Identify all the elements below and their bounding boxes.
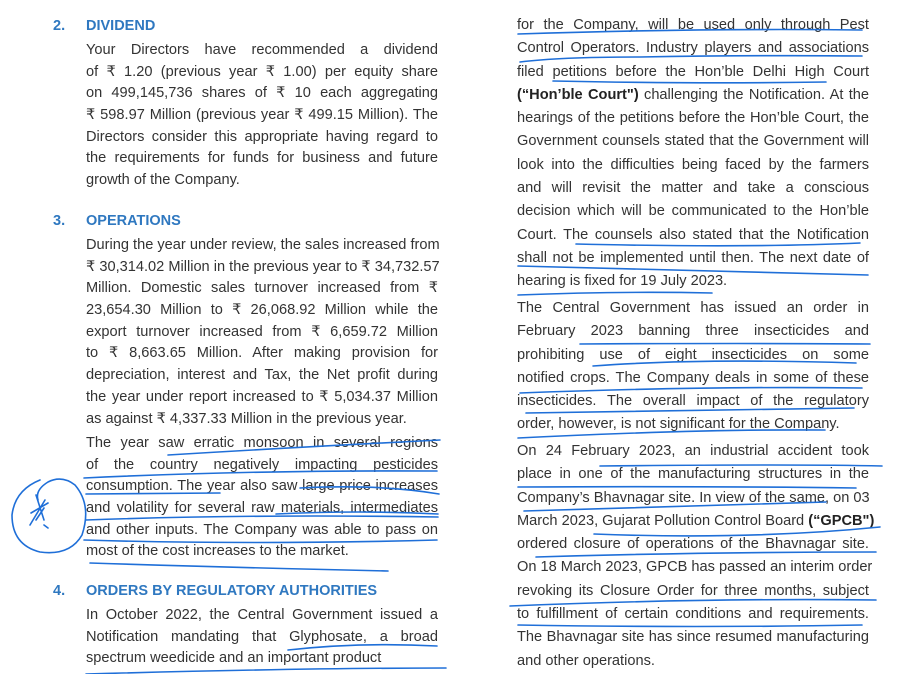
section-title: DIVIDEND — [86, 18, 156, 34]
text-line: revoking its Closure Order for three months, subject — [517, 582, 869, 599]
text-line: February 2023 banning three insecticides and — [517, 323, 869, 340]
text-line: notified crops. The Company deals in some of these — [517, 369, 869, 386]
text-line: Court. The counsels also stated that the Notification — [517, 226, 869, 243]
text-line: consumption. The year also saw large price increases — [86, 478, 438, 495]
circled-asterisk-mark-icon — [12, 479, 86, 553]
text-line: spectrum weedicide and an important product — [86, 650, 382, 667]
text-line — [517, 510, 875, 533]
text-line: During the year under review, the sales increased from — [86, 237, 440, 253]
paragraph — [86, 433, 438, 563]
section-title: ORDERS BY REGULATORY AUTHORITIES — [86, 583, 378, 599]
paragraph — [517, 297, 869, 437]
text-line: Company’s Bhavnagar site. In view of the same, on 03 — [517, 489, 870, 506]
text-line: insecticides. The overall impact of the regulatory — [517, 393, 869, 410]
text-line: filed petitions before the Hon’ble Delhi High Court — [517, 63, 869, 80]
text-line: Your Directors have recommended a dividend — [86, 42, 438, 58]
text-line: depreciation, interest and Tax, the Net profit during — [86, 367, 438, 384]
text-line: 23,654.30 Million to ₹ 26,068.92 Million while the — [86, 302, 438, 319]
section-number: 2. — [53, 18, 66, 34]
text-line: order, however, is not significant for the Company. — [517, 416, 840, 433]
paragraph — [86, 605, 438, 670]
text-line: hearing is fixed for 19 July 2023. — [517, 273, 728, 290]
text-line: hearings of the petitions before the Hon’ble Court, the — [517, 110, 869, 127]
text-line: On 24 February 2023, an industrial accident took — [517, 443, 869, 459]
text-line: The year saw erratic monsoon in several regions — [86, 435, 438, 451]
text-line: The Bhavnagar site has since resumed manufacturing — [517, 629, 869, 646]
text-line: decision which will be communicated to the Hon’ble — [517, 203, 869, 220]
text-line: for the Company, will be used only through Pest — [517, 17, 869, 33]
text-segment: challenging the Notification. At the — [638, 86, 869, 103]
paragraph — [86, 235, 438, 430]
text-line: and will revisit the matter and take a conscious — [517, 180, 869, 197]
text-line: and volatility for several raw materials, intermediates — [86, 500, 438, 517]
text-line: Million. Domestic sales turnover increased from ₹ — [86, 280, 438, 297]
text-line: to ₹ 8,663.65 Million. After making provision for — [86, 345, 438, 362]
text-line: on 499,145,736 shares of ₹ 10 each aggregating — [86, 85, 438, 102]
text-segment: March 2023, Gujarat Pollution Control Board — [517, 512, 809, 529]
text-line: and other inputs. The Company was able to pass on — [86, 521, 438, 538]
paragraph — [86, 40, 438, 192]
text-line: of the country negatively impacting pesticides — [86, 456, 438, 473]
text-line: to fulfillment of certain conditions and requirements. — [517, 606, 869, 623]
section-number: 4. — [53, 583, 66, 599]
bold-text: (“Hon’ble Court") — [517, 86, 639, 103]
text-line: ordered closure of operations of the Bhavnagar site. — [517, 536, 869, 553]
text-line: the requirements for funds for business and future — [86, 150, 438, 167]
section-number: 3. — [53, 213, 66, 229]
text-line: export turnover increased from ₹ 6,659.72 Million — [86, 323, 438, 340]
text-line: prohibiting use of eight insecticides on some — [517, 346, 869, 363]
text-line: shall not be implemented until then. The next date of — [517, 249, 869, 266]
text-line: Control Operators. Industry players and associations — [517, 40, 869, 57]
text-line: the year under report increased to ₹ 5,034.37 Million — [86, 388, 438, 405]
bold-text: (“GPCB") — [808, 512, 875, 529]
text-line: place in one of the manufacturing structures in the — [517, 466, 869, 483]
text-line: The Central Government has issued an order in — [517, 300, 869, 316]
text-line: of ₹ 1.20 (previous year ₹ 1.00) per equity share — [86, 63, 438, 80]
text-line: growth of the Company. — [86, 172, 240, 189]
paragraph — [517, 14, 869, 294]
text-line: as against ₹ 4,337.33 Million in the previous year. — [86, 410, 407, 427]
text-line: ₹ 598.97 Million (previous year ₹ 499.15 Million). The — [86, 107, 438, 124]
text-line: look into the difficulties being faced by the farmers — [517, 156, 869, 173]
text-line: In October 2022, the Central Government issued a — [86, 607, 438, 623]
text-line: most of the cost increases to the market. — [86, 543, 349, 560]
text-line: Government counsels stated that the Government will — [517, 133, 869, 150]
paragraph — [517, 440, 875, 673]
text-line: On 18 March 2023, GPCB has passed an interim order — [517, 559, 873, 576]
text-line — [517, 84, 869, 107]
text-line: Notification mandating that Glyphosate, a broad — [86, 628, 438, 645]
text-line: ₹ 30,314.02 Million in the previous year to ₹ 34,732.57 — [86, 258, 440, 275]
text-line: and other operations. — [517, 652, 655, 669]
text-line: Directors consider this appropriate having regard to — [86, 128, 438, 145]
section-title: OPERATIONS — [86, 213, 181, 229]
